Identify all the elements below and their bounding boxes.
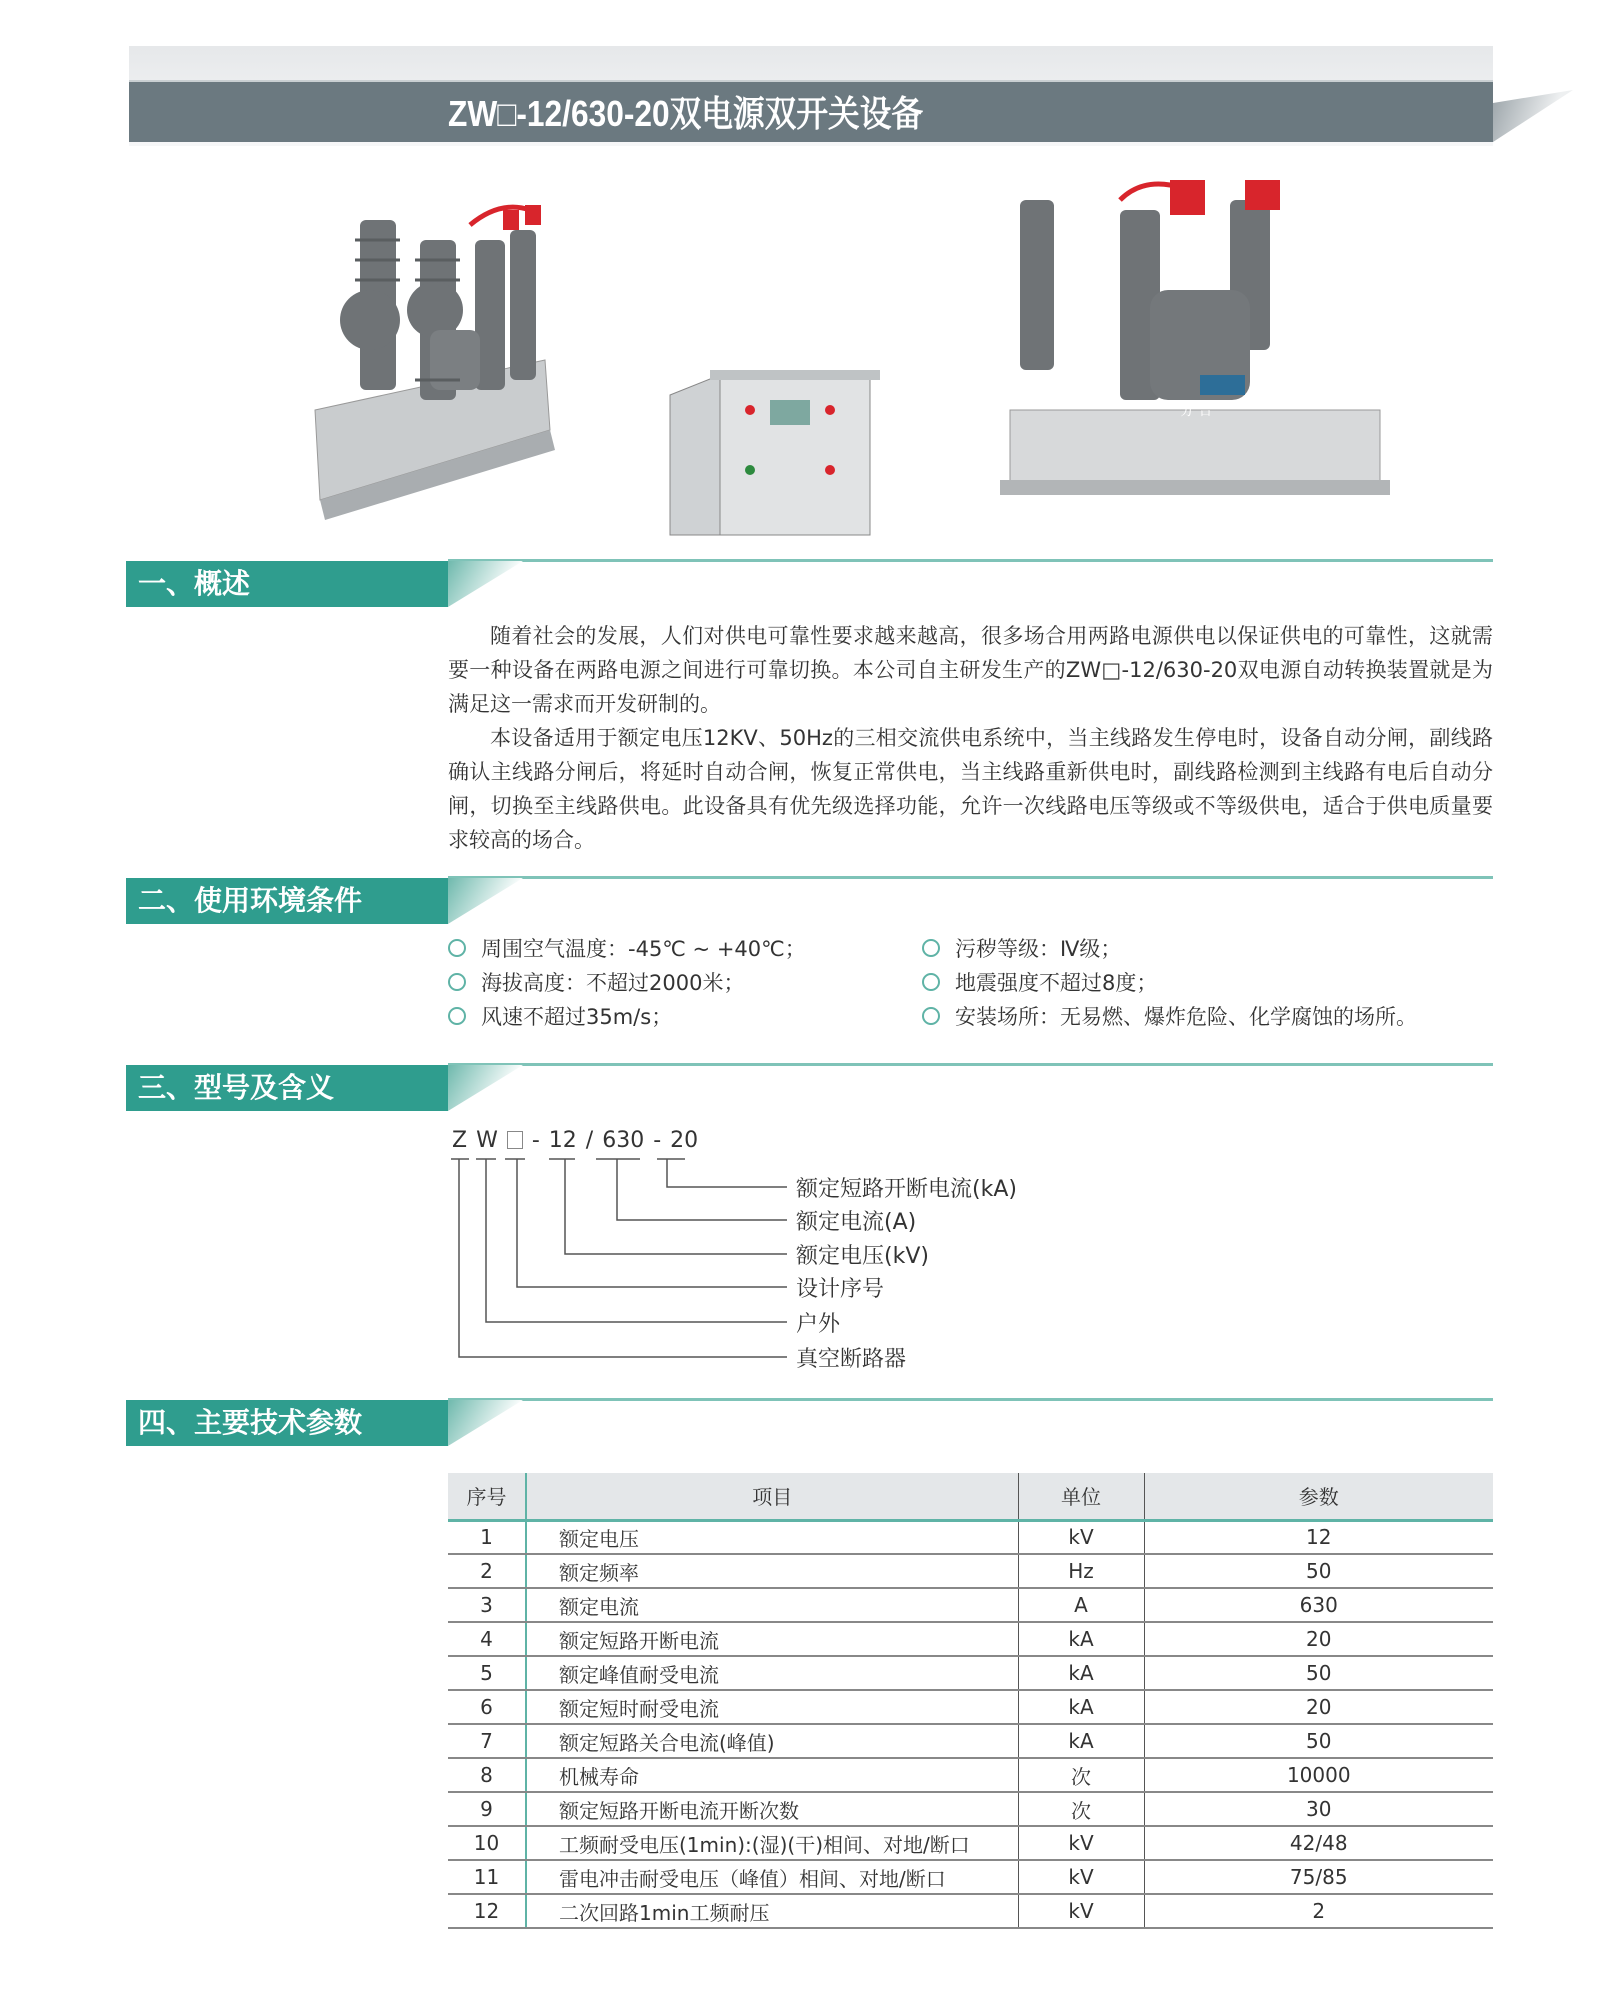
condition-text: 海拔高度：不超过2000米； bbox=[481, 971, 745, 995]
row-unit: kV bbox=[1018, 1520, 1144, 1554]
section-heading-specs: 四、主要技术参数 bbox=[126, 1400, 448, 1446]
condition-text: 周围空气温度：-45℃ ~ +40℃； bbox=[481, 937, 806, 961]
code-z: Z bbox=[452, 1128, 468, 1153]
row-unit: kA bbox=[1018, 1622, 1144, 1656]
condition-text: 污秽等级：Ⅳ级； bbox=[955, 937, 1122, 961]
row-index: 11 bbox=[448, 1860, 526, 1894]
row-item: 额定电压 bbox=[526, 1520, 1018, 1554]
row-item: 雷电冲击耐受电压（峰值）相间、对地/断口 bbox=[526, 1860, 1018, 1894]
row-index: 7 bbox=[448, 1724, 526, 1758]
specs-table bbox=[448, 1473, 1493, 1929]
row-index: 8 bbox=[448, 1758, 526, 1792]
code-dash: - bbox=[531, 1128, 540, 1153]
header-index: 序号 bbox=[448, 1473, 526, 1520]
table-row bbox=[448, 1554, 1493, 1588]
row-item: 机械寿命 bbox=[526, 1758, 1018, 1792]
model-label: 户外 bbox=[796, 1312, 841, 1337]
row-index: 12 bbox=[448, 1894, 526, 1928]
header-value: 参数 bbox=[1144, 1473, 1493, 1520]
row-index: 9 bbox=[448, 1792, 526, 1826]
table-row bbox=[448, 1860, 1493, 1894]
section-heading-conditions: 二、使用环境条件 bbox=[126, 878, 448, 924]
row-value: 12 bbox=[1144, 1520, 1493, 1554]
row-value: 30 bbox=[1144, 1792, 1493, 1826]
table-row bbox=[448, 1690, 1493, 1724]
table-row bbox=[448, 1588, 1493, 1622]
row-item: 额定频率 bbox=[526, 1554, 1018, 1588]
row-unit: 次 bbox=[1018, 1758, 1144, 1792]
row-index: 5 bbox=[448, 1656, 526, 1690]
section-heading-model: 三、型号及含义 bbox=[126, 1065, 448, 1111]
leader-line bbox=[517, 1159, 787, 1287]
row-unit: kV bbox=[1018, 1860, 1144, 1894]
model-label: 真空断路器 bbox=[796, 1347, 907, 1372]
row-item: 工频耐受电压(1min):(湿)(干)相间、对地/断口 bbox=[526, 1826, 1018, 1860]
model-label: 设计序号 bbox=[796, 1277, 885, 1302]
row-index: 1 bbox=[448, 1520, 526, 1554]
table-row bbox=[448, 1894, 1493, 1928]
overview-paragraph-2: 本设备适用于额定电压12KV、50Hz的三相交流供电系统中，当主线路发生停电时，设备自动分闸，副线路确认主线路分闸后，将延时自动合闸，恢复正常供电，当主线路重新供电时，副线路检测到主线路有电后自动分闸，切换至主线路供电。此设备具有优先级选择功能，允许一次线路电压等级或不等级供电，适合于供电质量要求较高的场合。 bbox=[448, 726, 1493, 852]
row-item: 二次回路1min工频耐压 bbox=[526, 1894, 1018, 1928]
row-value: 42/48 bbox=[1144, 1826, 1493, 1860]
row-item: 额定短路开断电流开断次数 bbox=[526, 1792, 1018, 1826]
condition-text: 安装场所：无易燃、爆炸危险、化学腐蚀的场所。 bbox=[955, 1005, 1417, 1029]
model-label: 额定电压(kV) bbox=[796, 1244, 929, 1269]
code-dash: - bbox=[653, 1128, 662, 1153]
row-item: 额定短路开断电流 bbox=[526, 1622, 1018, 1656]
section-heading-tail bbox=[448, 1400, 523, 1446]
leader-line bbox=[565, 1159, 787, 1254]
row-index: 6 bbox=[448, 1690, 526, 1724]
row-unit: kA bbox=[1018, 1656, 1144, 1690]
row-unit: kV bbox=[1018, 1826, 1144, 1860]
section-divider bbox=[448, 1398, 1493, 1401]
condition-text: 风速不超过35m/s； bbox=[481, 1005, 673, 1029]
section-heading-overview: 一、概述 bbox=[126, 561, 448, 607]
code-voltage: 12 bbox=[548, 1128, 577, 1153]
row-unit: kV bbox=[1018, 1894, 1144, 1928]
table-row bbox=[448, 1792, 1493, 1826]
table-header-row bbox=[448, 1473, 1493, 1520]
code-current: 630 bbox=[602, 1128, 645, 1153]
row-index: 3 bbox=[448, 1588, 526, 1622]
page-title: ZW□-12/630-20双电源双开关设备 bbox=[448, 93, 924, 134]
row-unit: kA bbox=[1018, 1724, 1144, 1758]
row-value: 50 bbox=[1144, 1724, 1493, 1758]
svg-text:分 合: 分 合 bbox=[1180, 403, 1213, 419]
row-unit: kA bbox=[1018, 1690, 1144, 1724]
row-index: 4 bbox=[448, 1622, 526, 1656]
row-item: 额定峰值耐受电流 bbox=[526, 1656, 1018, 1690]
header-unit: 单位 bbox=[1018, 1473, 1144, 1520]
row-unit: A bbox=[1018, 1588, 1144, 1622]
leader-line bbox=[486, 1159, 787, 1322]
table-row bbox=[448, 1622, 1493, 1656]
leader-line bbox=[459, 1159, 787, 1357]
model-label: 额定短路开断电流(kA) bbox=[796, 1177, 1017, 1202]
leader-line bbox=[667, 1159, 787, 1187]
table-row bbox=[448, 1656, 1493, 1690]
code-w: W bbox=[476, 1128, 498, 1153]
row-index: 2 bbox=[448, 1554, 526, 1588]
row-value: 20 bbox=[1144, 1690, 1493, 1724]
code-breaking-current: 20 bbox=[670, 1128, 699, 1153]
row-unit: 次 bbox=[1018, 1792, 1144, 1826]
header-item: 项目 bbox=[526, 1473, 1018, 1520]
row-index: 10 bbox=[448, 1826, 526, 1860]
table-row bbox=[448, 1520, 1493, 1554]
row-value: 50 bbox=[1144, 1554, 1493, 1588]
model-label: 额定电流(A) bbox=[796, 1210, 917, 1235]
row-value: 630 bbox=[1144, 1588, 1493, 1622]
row-value: 20 bbox=[1144, 1622, 1493, 1656]
table-row bbox=[448, 1758, 1493, 1792]
row-value: 2 bbox=[1144, 1894, 1493, 1928]
table-row bbox=[448, 1826, 1493, 1860]
leader-line bbox=[617, 1159, 787, 1220]
row-value: 75/85 bbox=[1144, 1860, 1493, 1894]
row-item: 额定短路关合电流(峰值) bbox=[526, 1724, 1018, 1758]
row-unit: Hz bbox=[1018, 1554, 1144, 1588]
table-row bbox=[448, 1724, 1493, 1758]
row-item: 额定电流 bbox=[526, 1588, 1018, 1622]
row-value: 50 bbox=[1144, 1656, 1493, 1690]
row-value: 10000 bbox=[1144, 1758, 1493, 1792]
row-item: 额定短时耐受电流 bbox=[526, 1690, 1018, 1724]
code-slash: / bbox=[585, 1128, 594, 1153]
condition-text: 地震强度不超过8度； bbox=[955, 971, 1158, 995]
overview-paragraph-1: 随着社会的发展，人们对供电可靠性要求越来越高，很多场合用两路电源供电以保证供电的可靠性，这就需要一种设备在两路电源之间进行可靠切换。本公司自主研发生产的ZW□-12/630-20双电源自动转换装置就是为满足这一需求而开发研制的。 bbox=[448, 624, 1493, 716]
